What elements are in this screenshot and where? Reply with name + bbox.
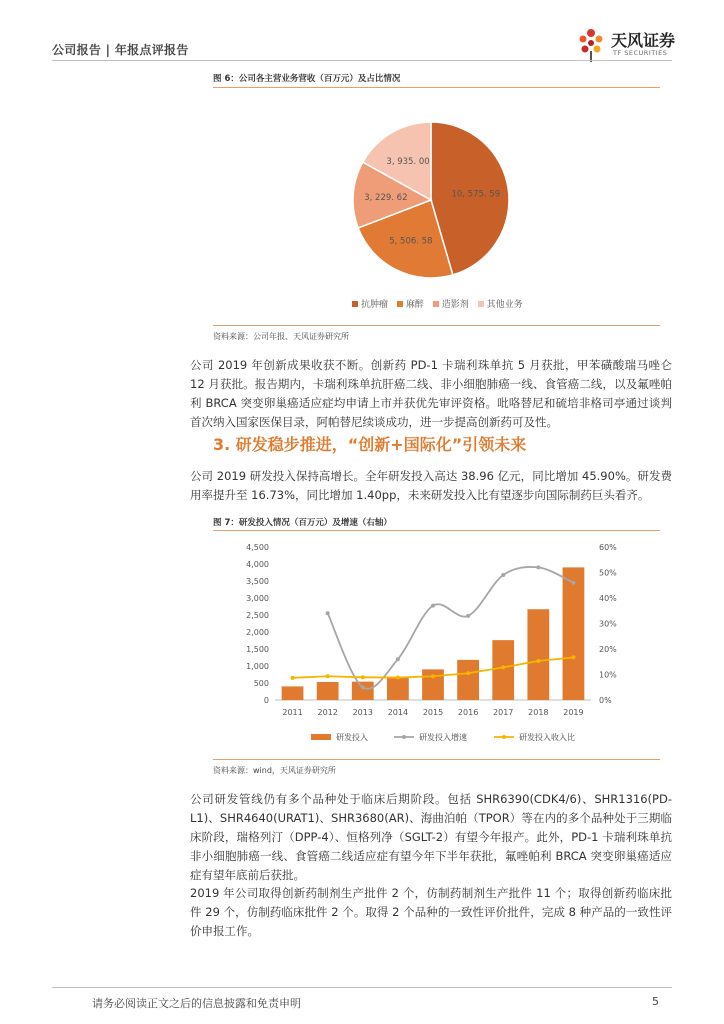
figure6-rule bbox=[213, 87, 660, 88]
pie-label-3: 3, 935. 00 bbox=[386, 157, 430, 168]
logo-flower-icon bbox=[573, 24, 609, 64]
left-axis-tick: 3,500 bbox=[246, 577, 269, 586]
legend-swatch-marker-1 bbox=[402, 735, 406, 739]
paragraph-pipeline: 公司研发管线仍有多个品种处于临床后期阶段。包括 SHR6390(CDK4/6)、SHR1316(PD-L1)、SHR4640(URAT1)、SHR3680(AR)、海曲泊帕（TPOR）等在内的多个品种处于三期临床阶段，瑞格列汀（DPP-4）、恒格列净（SGLT-2）有望今年报产。此外，PD-1 卡瑞利珠单抗非小细胞肺癌一线、食管癌二线适应症有望今年下半年获批，氟唑帕利 BRCA 突变卵巢癌适应症有望年底前后获批。 bbox=[190, 792, 672, 882]
legend-item-antitumor: 抗肿瘤 bbox=[352, 297, 388, 310]
left-axis-tick: 2,500 bbox=[246, 611, 269, 620]
bar-rd-2017 bbox=[492, 640, 514, 700]
left-axis-tick: 3,000 bbox=[246, 594, 269, 603]
x-axis-label-2015: 2015 bbox=[422, 708, 444, 717]
point-growth-2015 bbox=[431, 604, 435, 608]
point-growth-2012 bbox=[326, 611, 330, 615]
x-axis-label-2014: 2014 bbox=[387, 708, 409, 717]
legend-swatch-bar bbox=[311, 734, 331, 740]
pie-label-1: 5, 506. 58 bbox=[389, 236, 433, 247]
figure7-title: 图 7：研发投入情况（百万元）及增速（右轴） bbox=[213, 518, 392, 528]
logo-name: 天风证券 bbox=[611, 31, 676, 50]
section-3-heading: 3. 研发稳步推进，“创新+国际化”引领未来 bbox=[213, 435, 527, 454]
point-growth-2013 bbox=[361, 685, 365, 689]
point-growth-2019 bbox=[571, 581, 575, 585]
header-divider bbox=[52, 60, 672, 61]
right-axis-tick: 10% bbox=[599, 670, 617, 680]
figure6-source-rule bbox=[213, 325, 660, 326]
right-axis-tick: 20% bbox=[599, 645, 617, 654]
point-ratio-2012 bbox=[326, 674, 330, 678]
paragraph-rd-investment: 公司 2019 研发投入保持高增长。全年研发投入高达 38.96 亿元，同比增加 45.90%。研发费用率提升至 16.73%，同比增加 1.40pp，未来研发投入比有望逐步向国际制药巨头看齐。 bbox=[190, 469, 672, 502]
pie-legend bbox=[352, 297, 529, 310]
figure7-rule bbox=[213, 530, 660, 531]
x-axis-label-2016: 2016 bbox=[457, 708, 479, 717]
legend-label-1: 研发投入增速 bbox=[419, 733, 467, 742]
bar-rd-2018 bbox=[527, 609, 549, 700]
point-ratio-2014 bbox=[396, 676, 400, 680]
x-axis-label-2019: 2019 bbox=[563, 708, 584, 717]
right-axis-tick: 60% bbox=[599, 543, 617, 552]
legend-label-2: 研发投入收入比 bbox=[519, 733, 575, 742]
point-ratio-2019 bbox=[571, 655, 575, 659]
point-ratio-2013 bbox=[361, 675, 365, 679]
point-growth-2018 bbox=[536, 565, 540, 569]
logo-english: TF SECURITIES bbox=[613, 49, 668, 57]
company-logo bbox=[573, 24, 693, 64]
paragraph-approvals: 2019 年公司取得创新药制剂生产批件 2 个，仿制药制剂生产批件 11 个；取得创新药临床批件 29 个，仿制药临床批件 2 个。取得 2 个品种的一致性评价批件，完成 8 种产品的一致性评价申报工作。 bbox=[190, 886, 672, 938]
figure6-title: 图 6：公司各主营业务营收（百万元）及占比情况 bbox=[213, 74, 401, 84]
bar-rd-2015 bbox=[422, 669, 444, 700]
pie-chart bbox=[213, 92, 660, 292]
bar-rd-2012 bbox=[317, 682, 339, 700]
figure6-source: 资料来源：公司年报、天风证券研究所 bbox=[213, 332, 349, 341]
point-growth-2014 bbox=[396, 657, 400, 661]
footer-disclaimer: 请务必阅读正文之后的信息披露和免责申明 bbox=[92, 997, 301, 1010]
footer-divider bbox=[52, 987, 672, 988]
left-axis-tick: 0 bbox=[263, 696, 269, 705]
pie-label-2: 3, 229. 62 bbox=[364, 192, 408, 203]
right-axis-tick: 50% bbox=[599, 568, 617, 578]
x-axis-label-2012: 2012 bbox=[317, 708, 338, 717]
x-axis-label-2011: 2011 bbox=[282, 708, 303, 717]
legend-item-contrast: 造影剂 bbox=[433, 297, 469, 310]
point-ratio-2016 bbox=[466, 671, 470, 675]
legend-item-other: 其他业务 bbox=[478, 297, 523, 310]
left-axis-tick: 500 bbox=[253, 679, 269, 688]
point-ratio-2017 bbox=[501, 665, 505, 669]
figure7-source-rule bbox=[213, 759, 660, 760]
bar-rd-2019 bbox=[563, 567, 585, 700]
rd-combo-chart bbox=[213, 535, 660, 757]
legend-item-anesthesia: 麻醉 bbox=[397, 297, 424, 310]
bar-rd-2016 bbox=[457, 660, 479, 700]
pie-label-0: 10, 575. 59 bbox=[451, 189, 501, 200]
left-axis-tick: 2,000 bbox=[246, 628, 269, 637]
right-axis-tick: 30% bbox=[599, 619, 617, 629]
point-growth-2017 bbox=[501, 573, 505, 577]
left-axis-tick: 1,500 bbox=[246, 645, 269, 654]
left-axis-tick: 4,000 bbox=[246, 560, 269, 569]
x-axis-label-2018: 2018 bbox=[528, 708, 549, 717]
x-axis-label-2017: 2017 bbox=[493, 708, 514, 717]
bar-rd-2014 bbox=[387, 678, 409, 700]
point-ratio-2018 bbox=[536, 659, 540, 663]
point-ratio-2015 bbox=[431, 674, 435, 678]
x-axis-label-2013: 2013 bbox=[352, 708, 373, 717]
bar-rd-2011 bbox=[282, 686, 304, 700]
point-ratio-2011 bbox=[291, 676, 295, 680]
paragraph-innovation: 公司 2019 年创新成果收获不断。创新药 PD-1 卡瑞利珠单抗 5 月获批，甲苯磺酸瑞马唑仑 12 月获批。报告期内，卡瑞利珠单抗肝癌二线、非小细胞肺癌一线、食管癌二线，以及氟唑帕利 BRCA 突变卵巢癌适应症均申请上市并获优先审评资格。吡咯替尼和硫培非格司亭通过谈判首次纳入国家医保目录，阿帕替尼续谈成功，进一步提高创新药可及性。 bbox=[190, 358, 672, 429]
right-axis-tick: 0% bbox=[599, 696, 612, 705]
page-number: 5 bbox=[652, 995, 659, 1008]
figure7-source: 资料来源：wind，天风证券研究所 bbox=[213, 766, 336, 775]
left-axis-tick: 4,500 bbox=[246, 543, 269, 552]
right-axis-tick: 40% bbox=[599, 594, 617, 603]
legend-swatch-marker-2 bbox=[502, 735, 506, 739]
bar-rd-2013 bbox=[352, 682, 374, 700]
left-axis-tick: 1,000 bbox=[246, 662, 269, 671]
legend-label-0: 研发投入 bbox=[336, 733, 368, 742]
report-type-header: 公司报告 | 年报点评报告 bbox=[52, 43, 189, 57]
point-growth-2016 bbox=[466, 614, 470, 618]
